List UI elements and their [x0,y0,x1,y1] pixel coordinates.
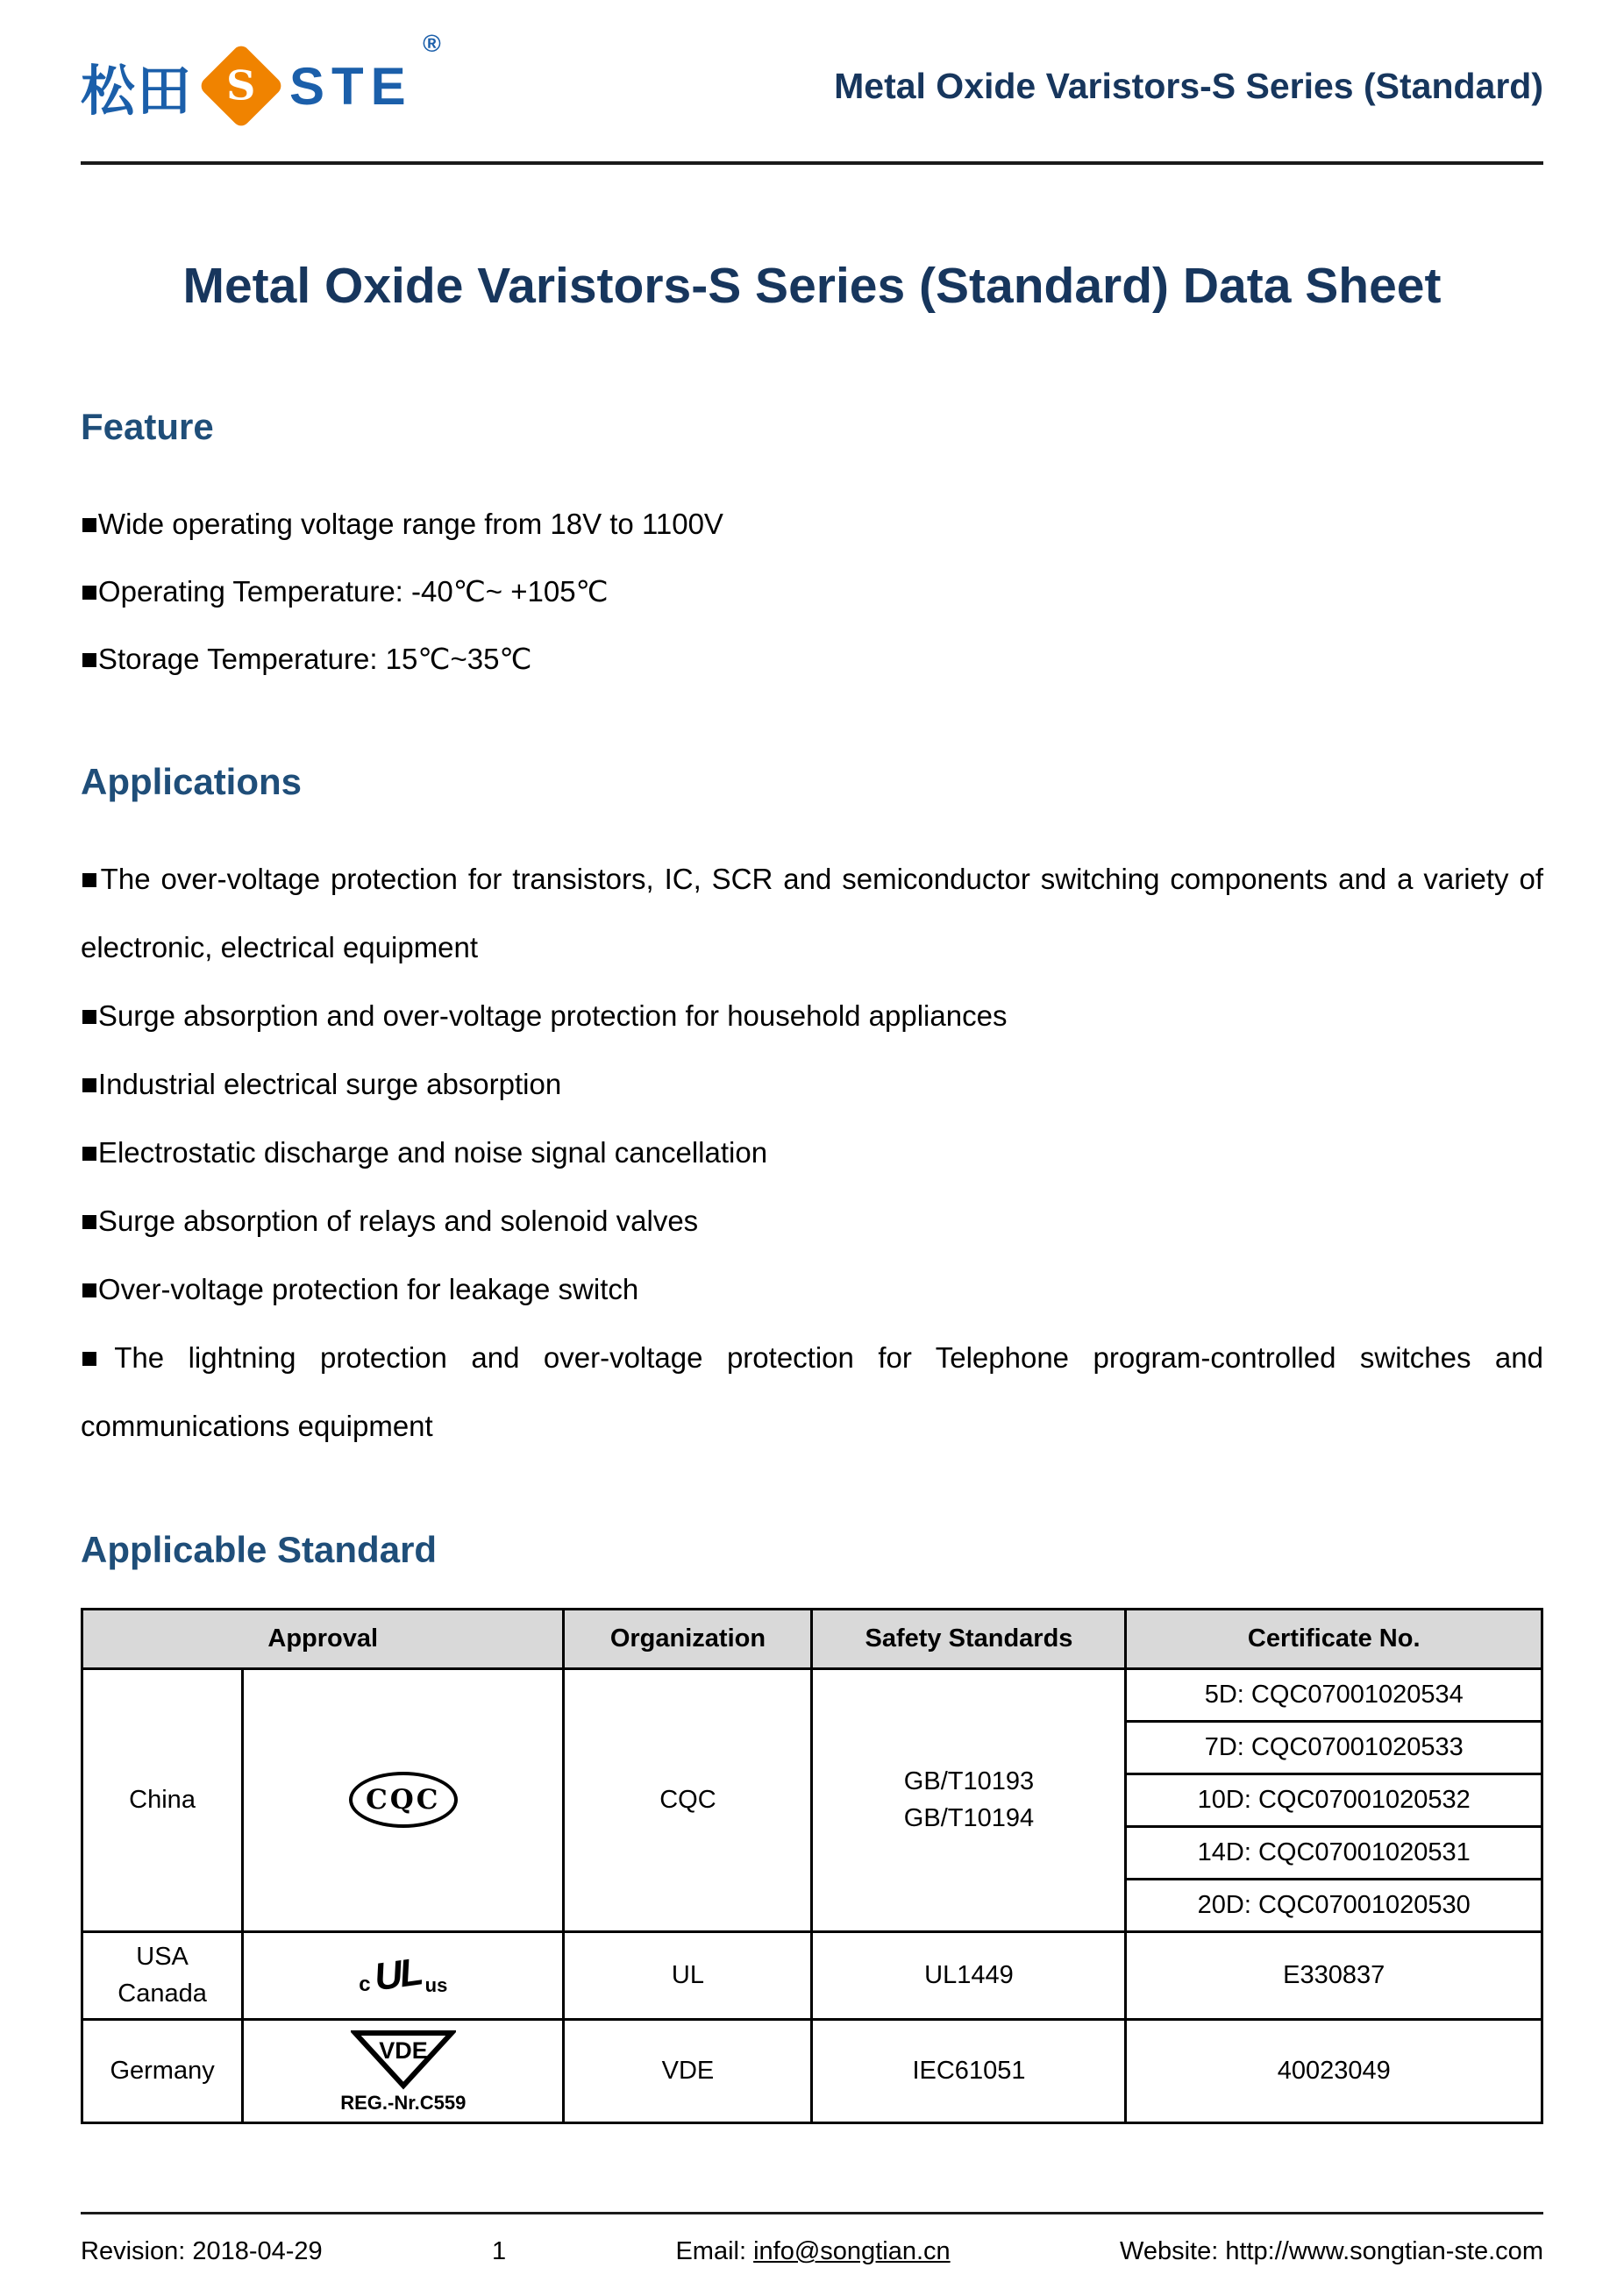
feature-item: ■Storage Temperature: 15℃~35℃ [81,642,532,675]
feature-item: ■Operating Temperature: -40℃~ +105℃ [81,574,609,608]
usa-canada-country-cell [82,1931,243,2019]
email-label: Email: [675,2237,754,2265]
germany-country-cell: Germany [82,2019,243,2122]
certificate-cell: 14D: CQC07001020531 [1126,1826,1542,1879]
registered-trademark-icon: ® [423,29,441,57]
header-certificate-no: Certificate No. [1126,1609,1542,1668]
logo-s-diamond-icon [198,43,285,130]
applicable-standard-heading: Applicable Standard [81,1528,438,1570]
header-title: Metal Oxide Varistors-S Series (Standard) [834,65,1543,106]
page-header [81,29,1543,135]
china-country-cell: China [82,1668,243,1931]
certificate-cell: 5D: CQC07001020534 [1126,1668,1542,1721]
table-header-row [82,1609,1542,1668]
application-item: ■The over-voltage protection for transistors, IC, SCR and semiconductor switching components and a variety of electronic, electrical equipment [81,862,1543,963]
country-line: Canada [118,1980,207,2008]
ul-logo-us: us [424,1974,448,1997]
china-organization-cell: CQC [564,1668,812,1931]
country-line: USA [136,1943,189,1972]
safety-standard-line: GB/T10193 [903,1767,1035,1796]
page-footer [81,2212,1543,2266]
ul-organization-cell: UL [564,1931,812,2019]
cqc-logo-icon: CQC [349,1772,458,1828]
vde-organization-cell: VDE [564,2019,812,2122]
page-number: 1 [492,2237,507,2265]
standards-table [81,1608,1543,2124]
header-divider [81,161,1543,165]
application-item: ■The lightning protection and over-voltage protection for Telephone program-controlled switches and communications equipment [81,1340,1543,1442]
feature-item: ■Wide operating voltage range from 18V to 1100V [81,507,723,540]
application-item: ■Surge absorption of relays and solenoid valves [81,1204,699,1237]
header-approval: Approval [82,1609,564,1668]
logo-ste-text: STE [289,56,413,116]
footer-website: Website: http://www.songtian-ste.com [1119,2237,1543,2265]
footer-row [81,2237,1543,2266]
logo-chinese-text: 松田 [81,60,194,122]
table-row-germany [82,2019,1542,2122]
ul-logo-cell [243,1931,564,2019]
feature-heading: Feature [81,405,214,447]
table-row-china [82,1668,1542,1721]
china-logo-cell [243,1668,564,1931]
applications-heading: Applications [81,760,303,802]
ul-logo-mark: UL [372,1950,424,2000]
safety-standard-line: GB/T10194 [903,1804,1035,1833]
vde-logo-icon [340,2027,466,2115]
vde-safety-cell: IEC61051 [812,2019,1126,2122]
certificate-cell: 20D: CQC07001020530 [1126,1879,1542,1931]
ul-logo-c: c [359,1973,371,1997]
feature-list [81,490,1543,693]
table-row-usa-canada [82,1931,1542,2019]
vde-certificate-cell: 40023049 [1126,2019,1542,2122]
vde-triangle-icon [351,2027,456,2090]
certificate-cell: 7D: CQC07001020533 [1126,1721,1542,1774]
application-item: ■Electrostatic discharge and noise signal cancellation [81,1135,768,1169]
application-item: ■Over-voltage protection for leakage switch [81,1272,639,1305]
application-item: ■Surge absorption and over-voltage protection for household appliances [81,999,1008,1032]
certificate-cell: 10D: CQC07001020532 [1126,1774,1542,1826]
revision-date: Revision: 2018-04-29 [81,2237,323,2265]
email-link[interactable]: info@songtian.cn [753,2237,951,2265]
ul-certificate-cell: E330837 [1126,1931,1542,2019]
header-organization: Organization [564,1609,812,1668]
footer-email [675,2237,950,2266]
applications-list [81,845,1543,1461]
application-item: ■Industrial electrical surge absorption [81,1067,562,1100]
vde-logo-cell [243,2019,564,2122]
china-safety-cell [812,1668,1126,1931]
company-logo [81,29,448,125]
vde-reg-number: REG.-Nr.C559 [340,2092,467,2115]
svg-text:VDE: VDE [379,2037,428,2065]
footer-divider [81,2212,1543,2214]
ul-logo-icon [359,1950,447,2001]
header-safety-standards: Safety Standards [812,1609,1126,1668]
logo-s-letter: S [226,61,256,110]
ul-safety-cell: UL1449 [812,1931,1126,2019]
document-title: Metal Oxide Varistors-S Series (Standard) Data Sheet [182,258,1442,314]
